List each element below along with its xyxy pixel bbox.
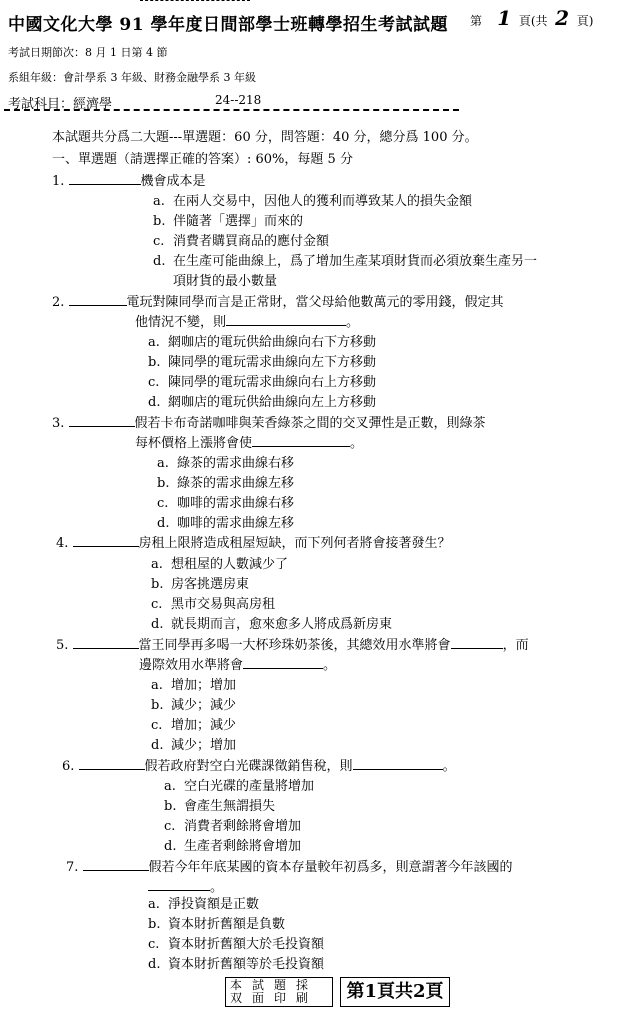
answer-blank xyxy=(69,415,135,427)
departments: 系組年級：會計學系 3 年級、財務金融學系 3 年級 xyxy=(8,71,256,84)
q7-option-a: a. 淨投資額是正數 xyxy=(148,897,260,912)
q2-option-d: d. 網咖店的電玩供給曲線向左上方移動 xyxy=(148,395,377,410)
page-count-stamp: 第1頁共2頁 xyxy=(340,977,450,1007)
q1-option-a: a. 在兩人交易中，因他人的獲利而導致某人的損失金額 xyxy=(153,194,473,209)
question-1: 1. 機會成本是 xyxy=(52,174,206,189)
answer-blank xyxy=(243,657,323,669)
subject-code: 24--218 xyxy=(215,93,262,107)
question-2: 2. 電玩對陳同學而言是正常財，當父母給他數萬元的零用錢，假定其 xyxy=(52,295,504,310)
q3-option-d: d. 咖啡的需求曲線左移 xyxy=(157,516,295,531)
answer-blank xyxy=(252,435,350,447)
answer-blank xyxy=(73,535,139,547)
q1-option-d-cont: 項財貨的最小數量 xyxy=(173,274,278,289)
intro-line-1: 本試題共分爲二大題---單選題：60 分，問答題：40 分，總分爲 100 分。 xyxy=(52,130,478,145)
question-7: 7. 假若今年年底某國的資本存量較年初爲多，則意謂著今年該國的 xyxy=(66,860,513,875)
q4-option-b: b. 房客挑選房東 xyxy=(151,577,250,592)
q5-option-d: d. 減少；增加 xyxy=(151,738,237,753)
answer-blank xyxy=(79,758,145,770)
q4-option-a: a. 想租屋的人數減少了 xyxy=(151,557,289,572)
answer-blank xyxy=(69,173,141,185)
answer-blank xyxy=(73,637,139,649)
q6-option-a: a. 空白光碟的產量將增加 xyxy=(164,779,315,794)
q4-option-d: d. 就長期而言，愈來愈多人將成爲新房東 xyxy=(151,617,393,632)
question-7-line-2: 。 xyxy=(148,876,223,895)
answer-blank xyxy=(451,637,503,649)
question-3-line-2: 每杯價格上漲將會使 。 xyxy=(135,436,364,451)
header-divider xyxy=(4,109,459,111)
answer-blank xyxy=(353,758,443,770)
q6-option-b: b. 會產生無謂損失 xyxy=(164,799,276,814)
q1-option-c: c. 消費者購買商品的應付金額 xyxy=(153,234,330,249)
q6-option-d: d. 生產者剩餘將會增加 xyxy=(164,839,302,854)
q7-option-d: d. 資本財折舊額等於毛投資額 xyxy=(148,957,325,972)
question-6: 6. 假若政府對空白光碟課徵銷售稅，則 。 xyxy=(62,759,456,774)
answer-blank xyxy=(83,859,149,871)
q2-option-c: c. 陳同學的電玩需求曲線向右上方移動 xyxy=(148,375,377,390)
top-dashed-rule xyxy=(140,0,250,1)
q3-option-c: c. 咖啡的需求曲線右移 xyxy=(157,496,295,511)
double-sided-print-stamp: 本試題採 双面印刷 xyxy=(225,977,333,1007)
q2-option-b: b. 陳同學的電玩需求曲線向左下方移動 xyxy=(148,355,377,370)
question-5-line-2: 邊際效用水準將會 。 xyxy=(139,658,337,673)
q6-option-c: c. 消費者剩餘將會增加 xyxy=(164,819,302,834)
q2-option-a: a. 網咖店的電玩供給曲線向右下方移動 xyxy=(148,335,377,350)
answer-blank xyxy=(226,314,346,326)
exam-time: 考試日期節次：8 月 1 日第 4 節 xyxy=(8,46,168,59)
question-3: 3. 假若卡布奇諾咖啡與茉香綠茶之間的交叉彈性是正數，則綠茶 xyxy=(52,416,486,431)
q5-option-c: c. 增加；減少 xyxy=(151,718,237,733)
exam-subject: 考試科目：經濟學 xyxy=(8,97,113,112)
q1-option-d: d. 在生產可能曲線上，爲了增加生產某項財貨而必須放棄生產另一 xyxy=(153,254,538,269)
question-5: 5. 當王同學再多喝一大杯珍珠奶茶後，其總效用水準將會 ，而 xyxy=(56,638,529,653)
page-indicator: 第 1 頁(共 2 頁) xyxy=(470,6,594,30)
q7-option-c: c. 資本財折舊額大於毛投資額 xyxy=(148,937,325,952)
answer-blank xyxy=(148,879,210,891)
q3-option-b: b. 綠茶的需求曲線左移 xyxy=(157,476,295,491)
q5-option-a: a. 增加；增加 xyxy=(151,678,237,693)
answer-blank xyxy=(69,294,127,306)
q5-option-b: b. 減少；減少 xyxy=(151,698,237,713)
q1-option-b: b. 伴隨著「選擇」而來的 xyxy=(153,214,304,229)
q7-option-b: b. 資本財折舊額是負數 xyxy=(148,917,286,932)
question-4: 4. 房租上限將造成租屋短缺，而下列何者將會接著發生？ xyxy=(56,536,451,551)
q4-option-c: c. 黑市交易與高房租 xyxy=(151,597,276,612)
exam-title: 中國文化大學 91 學年度日間部學士班轉學招生考試試題 xyxy=(8,15,448,35)
q3-option-a: a. 綠茶的需求曲線右移 xyxy=(157,456,295,471)
intro-line-2: 一、單選題（請選擇正確的答案）: 60%，每題 5 分 xyxy=(52,152,353,167)
question-2-line-2: 他情況不變，則 。 xyxy=(135,315,360,330)
